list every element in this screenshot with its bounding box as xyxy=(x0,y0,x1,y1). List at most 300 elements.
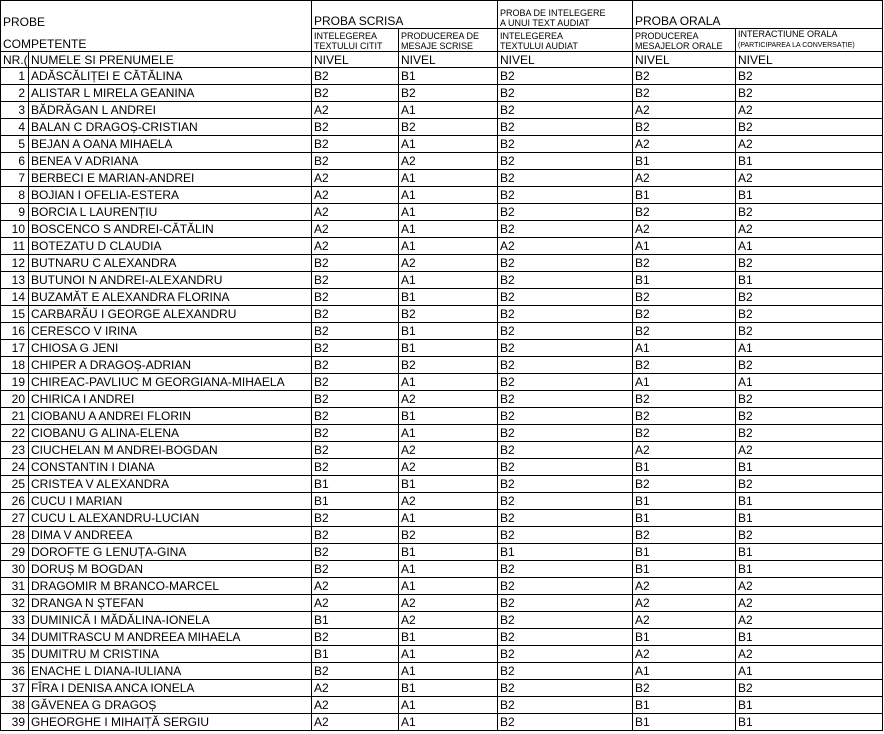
level-cell: B2 xyxy=(633,119,736,136)
level-cell: B2 xyxy=(312,357,399,374)
level-cell: B1 xyxy=(736,493,883,510)
level-cell: B2 xyxy=(633,323,736,340)
nume-header: NUMELE SI PRENUMELE xyxy=(29,52,312,68)
level-cell: B1 xyxy=(399,544,498,561)
level-cell: A2 xyxy=(736,170,883,187)
level-cell: B2 xyxy=(498,68,633,85)
row-number: 8 xyxy=(1,187,29,204)
level-cell: B1 xyxy=(399,68,498,85)
level-cell: B2 xyxy=(633,357,736,374)
level-cell: A2 xyxy=(633,612,736,629)
level-cell: B2 xyxy=(312,391,399,408)
level-cell: B2 xyxy=(312,510,399,527)
row-number: 38 xyxy=(1,697,29,714)
level-cell: B2 xyxy=(736,85,883,102)
level-cell: A1 xyxy=(399,102,498,119)
level-cell: A1 xyxy=(736,374,883,391)
level-cell: B2 xyxy=(498,102,633,119)
student-name: BOTEZATU D CLAUDIA xyxy=(29,238,312,255)
student-name: DUMITRASCU M ANDREEA MIHAELA xyxy=(29,629,312,646)
level-cell: B2 xyxy=(312,68,399,85)
level-cell: B2 xyxy=(736,527,883,544)
student-name: CHIOSA G JENI xyxy=(29,340,312,357)
level-cell: B2 xyxy=(399,119,498,136)
table-row xyxy=(1,323,883,340)
student-name: DUMITRU M CRISTINA xyxy=(29,646,312,663)
table-row xyxy=(1,102,883,119)
level-cell: B2 xyxy=(736,425,883,442)
level-cell: B1 xyxy=(736,272,883,289)
level-cell: B2 xyxy=(736,204,883,221)
table-row xyxy=(1,221,883,238)
level-cell: B2 xyxy=(498,663,633,680)
student-name: BORCIA L LAURENȚIU xyxy=(29,204,312,221)
level-cell: B2 xyxy=(736,119,883,136)
level-cell: B2 xyxy=(312,340,399,357)
level-cell: A2 xyxy=(633,136,736,153)
level-cell: B2 xyxy=(312,136,399,153)
level-cell: B2 xyxy=(498,629,633,646)
level-cell: B2 xyxy=(312,459,399,476)
student-name: BEJAN A OANA MIHAELA xyxy=(29,136,312,153)
level-cell: B2 xyxy=(312,323,399,340)
row-number: 10 xyxy=(1,221,29,238)
student-name: CRISTEA V ALEXANDRA xyxy=(29,476,312,493)
level-cell: B1 xyxy=(399,629,498,646)
table-row xyxy=(1,187,883,204)
level-cell: B2 xyxy=(736,68,883,85)
row-number: 31 xyxy=(1,578,29,595)
level-cell: A2 xyxy=(633,578,736,595)
row-number: 35 xyxy=(1,646,29,663)
level-cell: B2 xyxy=(399,527,498,544)
table-row xyxy=(1,170,883,187)
level-cell: A1 xyxy=(399,238,498,255)
row-number: 21 xyxy=(1,408,29,425)
student-name: DOROFTE G LENUȚA-GINA xyxy=(29,544,312,561)
level-cell: A2 xyxy=(633,102,736,119)
level-cell: B2 xyxy=(498,646,633,663)
level-cell: B2 xyxy=(498,272,633,289)
row-number: 9 xyxy=(1,204,29,221)
level-cell: B2 xyxy=(498,119,633,136)
level-cell: B1 xyxy=(399,323,498,340)
level-cell: B2 xyxy=(633,425,736,442)
table-row xyxy=(1,408,883,425)
nivel-header: NIVEL xyxy=(399,52,498,68)
level-cell: A2 xyxy=(312,238,399,255)
student-name: ALISTAR L MIRELA GEANINA xyxy=(29,85,312,102)
level-cell: B1 xyxy=(399,340,498,357)
student-name: CONSTANTIN I DIANA xyxy=(29,459,312,476)
level-cell: B2 xyxy=(498,204,633,221)
level-cell: A2 xyxy=(312,578,399,595)
level-cell: A2 xyxy=(736,442,883,459)
proba-orala-header: PROBA ORALA xyxy=(633,1,883,29)
level-cell: A2 xyxy=(399,459,498,476)
level-cell: B2 xyxy=(633,204,736,221)
row-number: 23 xyxy=(1,442,29,459)
level-cell: B2 xyxy=(633,527,736,544)
level-cell: A2 xyxy=(312,680,399,697)
level-cell: B2 xyxy=(498,187,633,204)
level-cell: A2 xyxy=(736,595,883,612)
level-cell: B2 xyxy=(633,68,736,85)
level-cell: B2 xyxy=(498,136,633,153)
level-cell: A2 xyxy=(399,442,498,459)
level-cell: A2 xyxy=(399,493,498,510)
level-cell: B2 xyxy=(736,391,883,408)
row-number: 11 xyxy=(1,238,29,255)
level-cell: B2 xyxy=(498,595,633,612)
student-name: CHIRICA I ANDREI xyxy=(29,391,312,408)
row-number: 34 xyxy=(1,629,29,646)
row-number: 12 xyxy=(1,255,29,272)
level-cell: B1 xyxy=(498,544,633,561)
row-number: 16 xyxy=(1,323,29,340)
level-cell: A2 xyxy=(399,391,498,408)
level-cell: A1 xyxy=(399,374,498,391)
row-number: 3 xyxy=(1,102,29,119)
row-number: 14 xyxy=(1,289,29,306)
level-cell: B2 xyxy=(736,323,883,340)
level-cell: B2 xyxy=(633,306,736,323)
level-cell: B1 xyxy=(633,697,736,714)
row-number: 27 xyxy=(1,510,29,527)
level-cell: B2 xyxy=(498,459,633,476)
level-cell: A1 xyxy=(399,170,498,187)
row-number: 24 xyxy=(1,459,29,476)
table-row xyxy=(1,85,883,102)
row-number: 13 xyxy=(1,272,29,289)
level-cell: B2 xyxy=(312,408,399,425)
table-row xyxy=(1,255,883,272)
table-row xyxy=(1,680,883,697)
table-row xyxy=(1,238,883,255)
level-cell: A1 xyxy=(399,510,498,527)
level-cell: A2 xyxy=(736,646,883,663)
student-name: BUZAMĂT E ALEXANDRA FLORINA xyxy=(29,289,312,306)
level-cell: B2 xyxy=(312,119,399,136)
level-cell: A2 xyxy=(633,595,736,612)
table-row xyxy=(1,136,883,153)
table-row xyxy=(1,204,883,221)
level-cell: B1 xyxy=(633,510,736,527)
level-cell: A1 xyxy=(399,561,498,578)
level-cell: B2 xyxy=(498,697,633,714)
level-cell: B1 xyxy=(736,714,883,731)
level-cell: A1 xyxy=(399,578,498,595)
level-cell: B2 xyxy=(633,408,736,425)
level-cell: A1 xyxy=(399,221,498,238)
student-name: CUCU L ALEXANDRU-LUCIAN xyxy=(29,510,312,527)
level-cell: B1 xyxy=(399,476,498,493)
table-row xyxy=(1,510,883,527)
row-number: 30 xyxy=(1,561,29,578)
student-name: CHIPER A DRAGOȘ-ADRIAN xyxy=(29,357,312,374)
row-number: 37 xyxy=(1,680,29,697)
level-cell: B2 xyxy=(736,680,883,697)
level-cell: A2 xyxy=(312,102,399,119)
level-cell: B2 xyxy=(633,255,736,272)
level-cell: B1 xyxy=(633,153,736,170)
level-cell: B1 xyxy=(633,459,736,476)
level-cell: A2 xyxy=(399,255,498,272)
row-number: 33 xyxy=(1,612,29,629)
level-cell: A1 xyxy=(736,238,883,255)
student-name: CHIREAC-PAVLIUC M GEORGIANA-MIHAELA xyxy=(29,374,312,391)
student-name: CERESCO V IRINA xyxy=(29,323,312,340)
student-name: ADĂSCĂLIȚEI E CĂTĂLINA xyxy=(29,68,312,85)
level-cell: B1 xyxy=(633,187,736,204)
level-cell: A2 xyxy=(633,221,736,238)
student-name: CIOBANU G ALINA-ELENA xyxy=(29,425,312,442)
level-cell: B2 xyxy=(498,714,633,731)
table-row xyxy=(1,595,883,612)
level-cell: B2 xyxy=(312,629,399,646)
level-cell: A2 xyxy=(633,442,736,459)
level-cell: B2 xyxy=(633,680,736,697)
level-cell: A2 xyxy=(399,153,498,170)
level-cell: A2 xyxy=(736,612,883,629)
level-cell: B1 xyxy=(312,646,399,663)
level-cell: B2 xyxy=(633,85,736,102)
student-name: BENEA V ADRIANA xyxy=(29,153,312,170)
col-interactiune-orala: INTERACTIUNE ORALA (PARTICIPAREA LA CONVERSAȚIE) xyxy=(736,29,883,52)
level-cell: B2 xyxy=(498,680,633,697)
competente-header: COMPETENTE xyxy=(1,29,312,52)
level-cell: A1 xyxy=(633,340,736,357)
level-cell: A1 xyxy=(399,187,498,204)
level-cell: A1 xyxy=(633,374,736,391)
level-cell: B2 xyxy=(312,527,399,544)
row-number: 28 xyxy=(1,527,29,544)
student-name: FÎRA I DENISA ANCA IONELA xyxy=(29,680,312,697)
table-row xyxy=(1,425,883,442)
level-cell: A2 xyxy=(312,170,399,187)
table-row xyxy=(1,459,883,476)
level-cell: A1 xyxy=(736,340,883,357)
level-cell: B1 xyxy=(312,612,399,629)
table-row xyxy=(1,663,883,680)
level-cell: A2 xyxy=(312,714,399,731)
student-name: BUTUNOI N ANDREI-ALEXANDRU xyxy=(29,272,312,289)
table-row xyxy=(1,306,883,323)
level-cell: B2 xyxy=(498,306,633,323)
level-cell: B2 xyxy=(633,289,736,306)
level-cell: B1 xyxy=(399,680,498,697)
level-cell: B2 xyxy=(633,391,736,408)
level-cell: B2 xyxy=(736,306,883,323)
level-cell: B2 xyxy=(498,476,633,493)
table-row xyxy=(1,153,883,170)
level-cell: B2 xyxy=(498,527,633,544)
row-number: 4 xyxy=(1,119,29,136)
proba-scrisa-header: PROBA SCRISA xyxy=(312,1,498,29)
level-cell: A2 xyxy=(399,612,498,629)
level-cell: B2 xyxy=(498,493,633,510)
level-cell: B2 xyxy=(736,357,883,374)
level-cell: B2 xyxy=(498,425,633,442)
student-name: DORUȘ M BOGDAN xyxy=(29,561,312,578)
level-cell: B1 xyxy=(633,544,736,561)
table-row xyxy=(1,612,883,629)
student-name: DRANGA N ȘTEFAN xyxy=(29,595,312,612)
level-cell: B2 xyxy=(498,408,633,425)
table-row xyxy=(1,289,883,306)
nivel-header: NIVEL xyxy=(736,52,883,68)
level-cell: B2 xyxy=(498,442,633,459)
level-cell: A2 xyxy=(633,646,736,663)
table-row xyxy=(1,561,883,578)
level-cell: B2 xyxy=(633,476,736,493)
level-cell: B2 xyxy=(399,306,498,323)
level-cell: B1 xyxy=(312,476,399,493)
level-cell: A1 xyxy=(633,663,736,680)
student-name: BALAN C DRAGOȘ-CRISTIAN xyxy=(29,119,312,136)
level-cell: A2 xyxy=(399,595,498,612)
level-cell: B2 xyxy=(312,306,399,323)
student-name: BĂDRĂGAN L ANDREI xyxy=(29,102,312,119)
row-number: 15 xyxy=(1,306,29,323)
level-cell: B1 xyxy=(736,561,883,578)
row-number: 19 xyxy=(1,374,29,391)
row-number: 17 xyxy=(1,340,29,357)
row-number: 2 xyxy=(1,85,29,102)
level-cell: A2 xyxy=(312,187,399,204)
table-row xyxy=(1,391,883,408)
level-cell: B2 xyxy=(312,663,399,680)
level-cell: B1 xyxy=(633,272,736,289)
table-row xyxy=(1,340,883,357)
row-number: 18 xyxy=(1,357,29,374)
level-cell: A1 xyxy=(399,425,498,442)
level-cell: B2 xyxy=(498,255,633,272)
table-row xyxy=(1,357,883,374)
table-row xyxy=(1,374,883,391)
table-row xyxy=(1,697,883,714)
row-number: 32 xyxy=(1,595,29,612)
col-intelegerea-textului-citit: INTELEGEREA TEXTULUI CITIT xyxy=(312,29,399,52)
student-name: BOSCENCO S ANDREI-CĂTĂLIN xyxy=(29,221,312,238)
row-number: 7 xyxy=(1,170,29,187)
student-name: CIUCHELAN M ANDREI-BOGDAN xyxy=(29,442,312,459)
level-cell: B2 xyxy=(498,323,633,340)
row-number: 22 xyxy=(1,425,29,442)
table-row xyxy=(1,493,883,510)
level-cell: B1 xyxy=(633,714,736,731)
nr-header: NR.( xyxy=(1,52,29,68)
level-cell: B1 xyxy=(736,187,883,204)
level-cell: A2 xyxy=(312,595,399,612)
row-number: 6 xyxy=(1,153,29,170)
level-cell: B2 xyxy=(312,85,399,102)
level-cell: B2 xyxy=(312,561,399,578)
level-cell: B1 xyxy=(312,493,399,510)
student-name: DRAGOMIR M BRANCO-MARCEL xyxy=(29,578,312,595)
level-cell: B2 xyxy=(736,476,883,493)
row-number: 36 xyxy=(1,663,29,680)
level-cell: B2 xyxy=(736,408,883,425)
level-cell: A2 xyxy=(312,221,399,238)
level-cell: B1 xyxy=(399,408,498,425)
nivel-header: NIVEL xyxy=(633,52,736,68)
row-number: 5 xyxy=(1,136,29,153)
student-name: BOJIAN I OFELIA-ESTERA xyxy=(29,187,312,204)
table-row xyxy=(1,527,883,544)
level-cell: B2 xyxy=(312,425,399,442)
level-cell: B2 xyxy=(498,153,633,170)
level-cell: B2 xyxy=(498,289,633,306)
level-cell: B1 xyxy=(633,493,736,510)
level-cell: B2 xyxy=(312,153,399,170)
level-cell: B2 xyxy=(312,442,399,459)
level-cell: B1 xyxy=(399,289,498,306)
table-row xyxy=(1,714,883,731)
student-name: CIOBANU A ANDREI FLORIN xyxy=(29,408,312,425)
level-cell: B2 xyxy=(399,85,498,102)
level-cell: B2 xyxy=(312,289,399,306)
student-name: BUTNARU C ALEXANDRA xyxy=(29,255,312,272)
level-cell: A2 xyxy=(498,238,633,255)
col-producerea-mesaje-scrise: PRODUCEREA DE MESAJE SCRISE xyxy=(399,29,498,52)
level-cell: A1 xyxy=(399,204,498,221)
level-cell: B2 xyxy=(498,85,633,102)
student-name: BERBECI E MARIAN-ANDREI xyxy=(29,170,312,187)
level-cell: B1 xyxy=(736,153,883,170)
table-row xyxy=(1,476,883,493)
level-cell: A1 xyxy=(399,714,498,731)
row-number: 20 xyxy=(1,391,29,408)
level-cell: A2 xyxy=(633,170,736,187)
level-cell: A1 xyxy=(399,697,498,714)
level-cell: B2 xyxy=(498,391,633,408)
table-row xyxy=(1,646,883,663)
nivel-header: NIVEL xyxy=(312,52,399,68)
table-row xyxy=(1,544,883,561)
level-cell: B2 xyxy=(498,510,633,527)
level-cell: B2 xyxy=(399,357,498,374)
table-row xyxy=(1,629,883,646)
level-cell: B2 xyxy=(498,374,633,391)
level-cell: A2 xyxy=(736,578,883,595)
level-cell: B1 xyxy=(736,697,883,714)
table-row xyxy=(1,578,883,595)
row-number: 29 xyxy=(1,544,29,561)
level-cell: B1 xyxy=(736,629,883,646)
student-name: DIMA V ANDREEA xyxy=(29,527,312,544)
level-cell: B2 xyxy=(312,272,399,289)
student-name: ENACHE L DIANA-IULIANA xyxy=(29,663,312,680)
level-cell: B1 xyxy=(736,544,883,561)
level-cell: A2 xyxy=(736,102,883,119)
row-number: 39 xyxy=(1,714,29,731)
table-row xyxy=(1,442,883,459)
level-cell: B2 xyxy=(498,221,633,238)
level-cell: B1 xyxy=(736,459,883,476)
level-cell: B2 xyxy=(498,578,633,595)
row-number: 25 xyxy=(1,476,29,493)
level-cell: A1 xyxy=(399,272,498,289)
student-name: GĂVENEA G DRAGOȘ xyxy=(29,697,312,714)
level-cell: A1 xyxy=(633,238,736,255)
level-cell: B1 xyxy=(633,561,736,578)
level-cell: B2 xyxy=(312,374,399,391)
level-cell: A2 xyxy=(312,697,399,714)
level-cell: B1 xyxy=(736,510,883,527)
level-cell: B2 xyxy=(312,544,399,561)
row-number: 26 xyxy=(1,493,29,510)
